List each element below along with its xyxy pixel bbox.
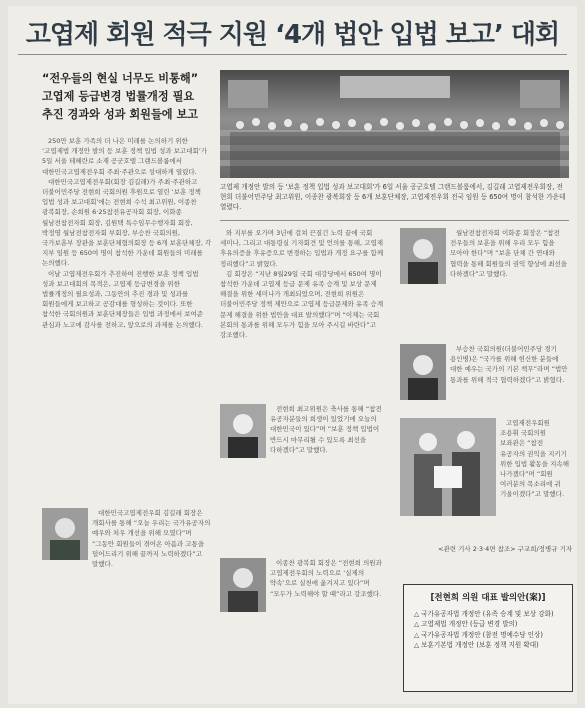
article-paragraph: 월남전참전자회 이화종 회장은 “참전 전우들의 보훈을 위해 우리 모두 힘을 모아야 한다”며 “보훈 단체 간 연대와 협력을 통해 회원들의 권익 향상에 최선을 다하겠다”고 말했다. [450, 229, 568, 278]
portrait-illustration [400, 228, 446, 284]
headline-rule [18, 54, 567, 55]
event-photo-caption: 고엽제 개정안 발의 등 '보훈 정책 입법 성과 보고대회'가 6일 서울 공군호텔 그랜드볼룸에서, 김길래 고엽제전우회장, 전현희 더불어민주당 최고위원, 이종찬 광복회장 등 6개 보훈단체장, 고엽제전우회 전국 임원 등 650여 명이 참석한 가운데 열렸다. [220, 183, 566, 211]
headline: 고엽제 회원 적극 지원 ‘4개 법안 입법 보고’ 대회 [25, 20, 560, 50]
portrait-photo-lee [220, 558, 266, 612]
article-column-3 [450, 228, 570, 338]
bill-item: △ 국가유공자법 개정안 (참전 명예수당 인상) [414, 630, 543, 639]
bill-list-box [403, 584, 573, 692]
article-column-2-wrap [270, 404, 390, 554]
article-column-1-wrap [92, 508, 212, 569]
portrait-illustration [400, 344, 446, 400]
article-column-3-wrap [450, 344, 570, 414]
article-paragraph: 부승찬 국회의원(더불어민주당 경기 용인병)은 “국가를 위해 헌신한 분들에 대한 예우는 국가의 기본 책무”라며 “법안 통과를 위해 적극 협력하겠다”고 밝혔다. [450, 345, 568, 384]
portrait-photo-kim [42, 508, 88, 560]
article-paragraph: 고엽제전우회원 조용휘 국회의원 보좌관은 “참전 유공자의 권익을 지키기 위한 입법 활동을 지속해 나가겠다”며 “회원 여러분의 목소리에 귀 기울이겠다”고 말했다. [500, 419, 569, 499]
award-photo [400, 418, 496, 516]
article-paragraph: 김 회장은 “지난 8월29일 국회 대강당에서 650여 명이 참석한 가운데 고엽제 등급 문제 유족 승계 및 보상 문제 해결을 위한 세미나가 개최되었으며, 전현희 위원은 더불어민주당 정책 제안으로 고엽제 등급문제와 유족 승계 문제 해결을 위한 법안을 대표 발의했다”며 “이제는 국회 본회의 통과를 위해 모두가 힘을 모아 주시길 바란다”고 강조했다. [220, 269, 384, 340]
article-column-1 [42, 136, 212, 506]
portrait-photo-jeon [220, 404, 266, 458]
subheadline-3: 추진 경과와 성과 회원들에 보고 [42, 108, 199, 121]
article-paragraph: 전현희 최고위원은 축사를 통해 “참전 유공자분들의 희생이 있었기에 오늘의 대한민국이 있다”며 “보훈 정책 입법이 반드시 마무리될 수 있도록 최선을 다하겠다”고 말했다. [270, 405, 382, 454]
article-column-2-wrap-2 [270, 558, 390, 688]
portrait-photo-choi [400, 228, 446, 284]
article-paragraph: 대한민국고엽제전우회 김길래 회장은 개회사를 통해 “오늘 우리는 국가유공자의 예우와 처우 개선을 위해 모였다”며 “그동안 회원들이 겪어온 아픔과 고통을 덜어드리기 위해 끝까지 노력하겠다”고 말했다. [92, 509, 211, 569]
article-paragraph: 이종찬 광복회 회장은 “전현희 의원과 고엽제전우회의 노력으로 ‘실제의 약속’으로 실천에 옮겨지고 있다”며 “모두가 노력해야 할 때”라고 강조했다. [270, 559, 382, 598]
article-paragraph: 와 지부를 오가며 3년에 걸쳐 끈질긴 노력 끝에 국회 세미나, 그리고 대통령실 기자회견 및 언의를 통해, 고엽제 후유의증을 후유증으로 변경하는 입법과 개정 요구를 함께 정리했다”고 밝혔다. [220, 229, 384, 268]
bill-item: △ 고엽제법 개정안 (등급 변경 발의) [414, 620, 518, 629]
portrait-photo-bu [400, 344, 446, 400]
caption-rule [220, 220, 569, 221]
article-paragraph: 대한민국고엽제전우회(회장 김길래)가 주최·주관하고 더불어민주당 전현희 국회의원 후원으로 열린 ‘보훈 정책 입법 성과 보고대회’에는 전현희 수석 최고위원, 이종찬 광복회장, 손희원 6·25참전유공자회 회장, 이화종 월남전참전자회 회장, 김원택 특수임무수행자회 회장, 박정영 월남전참전자회 부회장, 부승찬 국회의원, 국가보훈부 장관을 보훈단체협의회장 등 6개 보훈단체장, 각 지부 임원 등 650여 명이 참석한 가운데 회원들의 미래를 논의했다. [42, 177, 212, 268]
article-paragraph: 이날 고엽제전우회가 추진하여 진행한 보훈 정책 입법 성과 보고대회의 목적은, 고엽제 등급변경을 위한 법률개정의 필요성과, 그동안의 추진 경과 및 성과를 회원들에게 보고하고 공감대를 형성하는 것이다. 또한 참석한 국회의원과 보훈단체장들은 입법 과정에서 보여준 관심과 노고에 감사를 전하고, 앞으로의 과제를 논의했다. [42, 269, 204, 329]
article-paragraph: 250만 보훈 가족의 더 나은 미래를 논의하기 위한 ‘고엽제법 개정안 발의 등 보훈 정책 입법 성과 보고대회’가 5일 서울 테헤란로 소재 공군호텔 그랜드볼룸에서 대한민국고엽제전우회 주최·주관으로 성대하게 열렸다. [42, 137, 208, 176]
related-credit: <관련 기사 2·3·4면 참조> 구교희/정병규 기자 [438, 545, 573, 553]
article-column-3-wrap-2 [500, 418, 570, 536]
portrait-illustration [220, 404, 266, 458]
event-photo-illustration [220, 70, 569, 178]
bill-list-title: [전현희 의원 대표 발의안(案)] [430, 593, 546, 603]
portrait-illustration [42, 508, 88, 560]
subheadline-1: “전우들의 현실 너무도 비통해” [42, 72, 199, 85]
event-photo [220, 70, 569, 178]
subheadline-2: 고엽제 등급변경 법률개정 필요 [42, 90, 195, 103]
newspaper-page [8, 6, 577, 704]
bill-item: △ 국가유공자법 개정안 (유족 승계 및 보상 강화) [414, 610, 554, 618]
subheadline-block [42, 70, 210, 124]
portrait-illustration [220, 558, 266, 612]
award-photo-illustration [400, 418, 496, 516]
article-column-2 [220, 228, 390, 400]
bill-item: △ 보훈기본법 개정안 (보훈 정책 지원 확대) [414, 641, 539, 650]
